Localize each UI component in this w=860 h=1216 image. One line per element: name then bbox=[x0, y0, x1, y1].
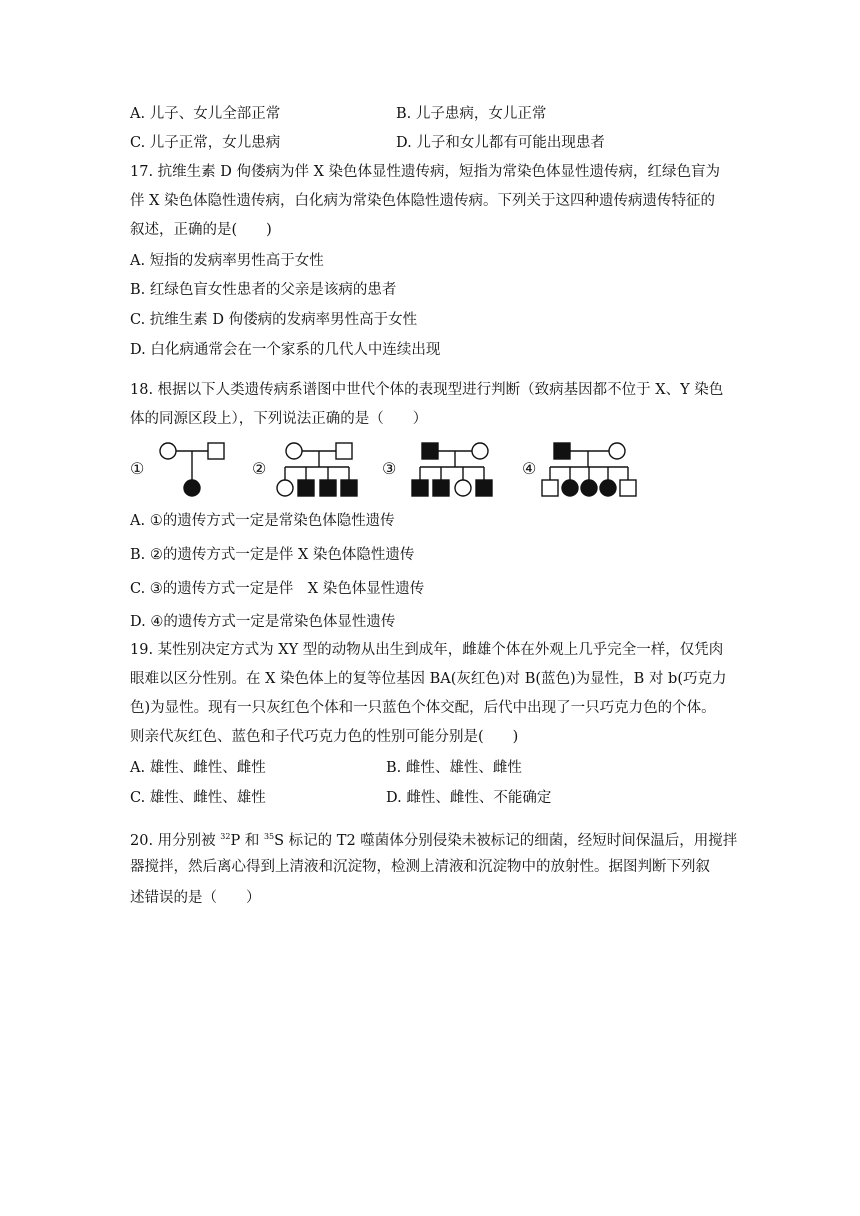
q18-option-c: C. ③的遗传方式一定是伴 X 染色体显性遗传 bbox=[130, 581, 425, 597]
pedigree-4-daughter-affected bbox=[562, 480, 578, 496]
pedigree-2-mother-unaffected bbox=[286, 443, 302, 459]
q16-option-b: B. 儿子患病，女儿正常 bbox=[396, 106, 547, 122]
pedigree-3-daughter-unaffected bbox=[455, 480, 471, 496]
pedigree-3-mother-unaffected bbox=[472, 443, 488, 459]
pedigree-3-son-affected bbox=[476, 480, 492, 496]
pedigree-3-diagram bbox=[404, 440, 496, 500]
pedigree-4-diagram bbox=[540, 440, 640, 500]
q20-stem-line-1 bbox=[130, 827, 737, 851]
pedigree-1-label: ① bbox=[130, 459, 145, 478]
pedigree-4-mother-unaffected bbox=[609, 443, 625, 459]
pedigree-3-father-affected bbox=[422, 443, 438, 459]
q19-option-b: B. 雌性、雄性、雌性 bbox=[386, 760, 522, 776]
pedigree-1-mother-unaffected bbox=[160, 443, 176, 459]
pedigree-3-label: ③ bbox=[382, 459, 397, 478]
q19-option-c: C. 雄性、雌性、雄性 bbox=[130, 790, 266, 806]
pedigree-1-daughter-affected bbox=[184, 480, 200, 496]
q18-stem-line-1: 18. 根据以下人类遗传病系谱图中世代个体的表现型进行判断（致病基因都不位于 X、Y 染色 bbox=[130, 382, 724, 398]
q19-stem-line-2: 眼难以区分性别。在 X 染色体上的复等位基因 BA(灰红色)对 B(蓝色)为显性，B 对 b(巧克力 bbox=[130, 671, 727, 687]
q17-option-c: C. 抗维生素 D 佝偻病的发病率男性高于女性 bbox=[130, 312, 418, 328]
q17-option-a: A. 短指的发病率男性高于女性 bbox=[130, 253, 324, 269]
q17-stem-line-2: 伴 X 染色体隐性遗传病，白化病为常染色体隐性遗传病。下列关于这四种遗传病遗传特征的 bbox=[130, 193, 716, 209]
pedigree-4-son-unaffected bbox=[620, 480, 636, 496]
q19-stem-line-4: 则亲代灰红色、蓝色和子代巧克力色的性别可能分别是( ) bbox=[130, 729, 519, 745]
q20-isotope-p-mass: 32 bbox=[220, 832, 231, 841]
pedigree-1-father-unaffected bbox=[208, 443, 224, 459]
pedigree-2-son-affected bbox=[298, 480, 314, 496]
q17-stem-line-3: 叙述，正确的是( ) bbox=[130, 222, 272, 238]
pedigree-2-father-unaffected bbox=[336, 443, 352, 459]
q18-option-a: A. ①的遗传方式一定是常染色体隐性遗传 bbox=[130, 513, 395, 529]
q19-stem-line-3: 色)为显性。现有一只灰红色个体和一只蓝色个体交配，后代中出现了一只巧克力色的个体。 bbox=[130, 700, 716, 716]
q16-option-a: A. 儿子、女儿全部正常 bbox=[130, 106, 281, 122]
q16-option-c: C. 儿子正常，女儿患病 bbox=[130, 135, 281, 151]
pedigree-4-daughter-affected bbox=[600, 480, 616, 496]
q19-option-d: D. 雌性、雌性、不能确定 bbox=[386, 790, 552, 806]
q20-stem-line-2: 器搅拌，然后离心得到上清液和沉淀物，检测上清液和沉淀物中的放射性。据图判断下列叙 bbox=[130, 859, 710, 875]
q20-stem-part-3: S 标记的 T2 噬菌体分别侵染未被标记的细菌，经短时间保温后，用搅拌 bbox=[274, 833, 738, 849]
pedigree-2-son-affected bbox=[320, 480, 336, 496]
q17-option-b: B. 红绿色盲女性患者的父亲是该病的患者 bbox=[130, 282, 397, 298]
q19-stem-line-1: 19. 某性别决定方式为 XY 型的动物从出生到成年，雌雄个体在外观上几乎完全一样，仅凭肉 bbox=[130, 642, 724, 658]
q17-option-d: D. 白化病通常会在一个家系的几代人中连续出现 bbox=[130, 342, 441, 358]
pedigree-3-son-affected bbox=[433, 480, 449, 496]
q18-option-b: B. ②的遗传方式一定是伴 X 染色体隐性遗传 bbox=[130, 547, 415, 563]
pedigree-3-son-affected bbox=[412, 480, 428, 496]
q17-stem-line-1: 17. 抗维生素 D 佝偻病为伴 X 染色体显性遗传病，短指为常染色体显性遗传病，红绿色盲为 bbox=[130, 164, 721, 180]
pedigree-4-daughter-affected bbox=[581, 480, 597, 496]
pedigree-2-daughter-unaffected bbox=[277, 480, 293, 496]
pedigree-1-diagram bbox=[150, 440, 230, 500]
q16-option-d: D. 儿子和女儿都有可能出现患者 bbox=[396, 135, 605, 151]
pedigree-4-label: ④ bbox=[522, 459, 537, 478]
q20-stem-part-1: 20. 用分别被 bbox=[130, 833, 221, 849]
q18-option-d: D. ④的遗传方式一定是常染色体显性遗传 bbox=[130, 614, 396, 630]
q20-stem-part-2: P 和 bbox=[230, 833, 264, 849]
pedigree-4-son-unaffected bbox=[542, 480, 558, 496]
pedigree-2-diagram bbox=[272, 440, 364, 500]
q18-stem-line-2: 体的同源区段上），下列说法正确的是（ ） bbox=[130, 411, 428, 427]
pedigree-2-son-affected bbox=[341, 480, 357, 496]
pedigree-4-father-affected bbox=[554, 443, 570, 459]
q20-stem-line-3: 述错误的是（ ） bbox=[130, 890, 261, 906]
pedigree-2-label: ② bbox=[252, 459, 267, 478]
q19-option-a: A. 雄性、雌性、雌性 bbox=[130, 760, 266, 776]
q20-isotope-s-mass: 35 bbox=[263, 832, 275, 841]
